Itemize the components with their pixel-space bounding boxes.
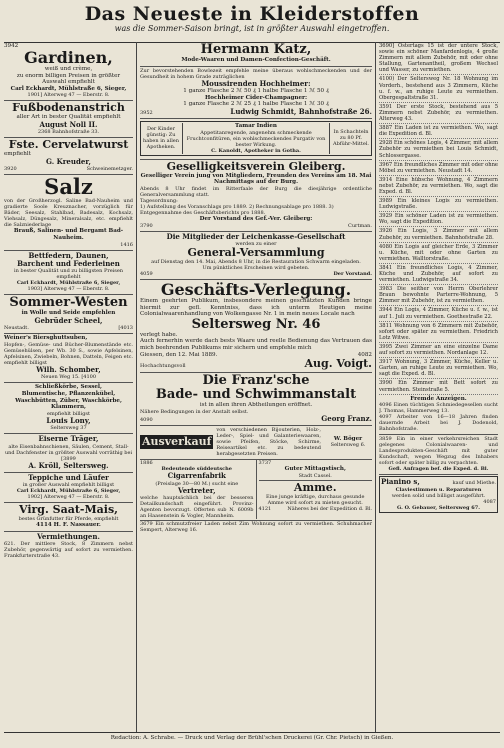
- right-column: [376, 42, 498, 732]
- ad-eiserne-traeger: [4, 434, 133, 473]
- ad-text: alte Eisenbahnschienen, Säulen, Cement, Stall- und Dachfenster in größter Auswahl vorräthig bei [3899: [4, 443, 133, 462]
- ad-agenda-heading: Tagesordnung:: [140, 197, 178, 204]
- ad-place: Giessen, den 12. Mai 1889.: [140, 351, 218, 358]
- ad-laden-wohnung: 3679 Ein schmutzfreier Laden nebst Zim Wohnung sofort zu vermiethen. Schuhmacher Sempert, Alterweg 16.: [140, 520, 372, 533]
- ad-badeanstalt: [140, 373, 372, 426]
- ad-firm: Georg Franz.: [321, 413, 372, 423]
- ad-bettfedern: [4, 251, 133, 296]
- ad-number: 1416: [120, 241, 133, 248]
- ad-title: Weiner's Biersghuttsuben,: [4, 335, 88, 342]
- ad-firm: Carl Eckhardt, Mühlstraße 6, Sieger,: [16, 488, 121, 495]
- ad-title-2: Barchent und Federleinen: [17, 258, 120, 268]
- ad-number: 3737: [258, 460, 272, 467]
- rental-listing: 3990 Ein Zimmer mit Bett sofort zu vermiethen. Steinstraße 5.: [379, 379, 498, 394]
- ad-fussboden: [4, 101, 133, 138]
- ad-firm: W. Böger: [333, 435, 363, 442]
- ad-greeting: Hochachtungsvoll: [140, 363, 186, 370]
- section-vermiethungen: [4, 532, 133, 559]
- ad-role: Vertreter,: [177, 485, 216, 495]
- ad-hermann-katz: [140, 42, 372, 67]
- section-text: 621. Der mittlere Stock, 8 Zimmern nebst Zubehör, gegenwärtig auf sofort zu vermiethen. Frankfurterstraße 43.: [4, 541, 133, 560]
- ad-subtitle: weiß und crème,: [44, 66, 93, 72]
- ad-number: 3790: [140, 222, 153, 229]
- section-text: 4096 Einen tüchtigen Schmiedegesellen sucht J. Thomas, Hammerweg 13.: [379, 402, 498, 415]
- ad-firm: August Noll II.: [39, 119, 98, 129]
- ad-title-2: General-Versammlung: [187, 245, 325, 259]
- ad-title: Eiserne Träger,: [38, 434, 99, 444]
- ad-footer: 1901] Alterweg 47 — Eberstr. 8.: [27, 92, 110, 99]
- ad-heading-1: Moussirenden Hochheimer:: [201, 78, 311, 88]
- ad-cigarrenfabrik: [140, 460, 257, 519]
- ad-text: in großer Auswahl empfiehlt billigst: [22, 482, 115, 489]
- ad-left-note: Der Kinder günstig: Zu haben in allen Apotheken.: [143, 126, 179, 151]
- masthead: [4, 2, 500, 42]
- ad-text: empfiehlt: [4, 151, 31, 158]
- ad-leichenkasse: [140, 232, 372, 280]
- ad-text-2: verlegt habe.: [140, 331, 178, 338]
- ad-text-2: empfiehlt billigst: [47, 410, 90, 417]
- ad-sommer-westen: [4, 295, 133, 334]
- ad-address: Näheres bei der Expedition d. Bl.: [287, 505, 372, 512]
- masthead-subtitle: was die Sommer-Saison bringt, ist in größter Auswahl eingetroffen.: [114, 24, 390, 33]
- ad-number: 1886: [140, 460, 153, 467]
- rental-listing: 3944 Ein Logis, 4 Zimmer, Küche u. f. w., ist auf 1. Juli zu vermiethen. Goethestraße 22.: [379, 306, 498, 321]
- ad-pianinos: [379, 476, 498, 512]
- ad-cervelatwurst: [4, 138, 133, 175]
- ad-text: Appetitanregende, angenehm schmeckende Fruchtconfitüren, ein wohlschmeckendes Purgativ von bester Wirkung.: [186, 129, 326, 148]
- ad-text: aller Art in bester Qualität empfiehlt: [16, 114, 121, 121]
- ad-subtitle: Mode-Waaren und Damen-Confection-Geschäft.: [181, 57, 331, 63]
- ad-schliesskoerbe: [4, 383, 133, 434]
- left-column: [4, 42, 137, 732]
- ad-address: Seltersweg 6.: [330, 442, 366, 449]
- rental-listing: 3929 Ein schöner Laden ist zu vermiethen. Wo, sagt die Expedition.: [379, 212, 498, 227]
- ad-number: 4082: [357, 351, 372, 358]
- ad-weiner: [4, 334, 133, 383]
- ad-title: Bettfedern, Daunen,: [28, 250, 109, 260]
- ad-subtitle: Claviestimmen u. Reparaturen: [395, 486, 482, 493]
- ads-bottom-middle: [140, 460, 372, 521]
- ad-prices-1: 1 ganze Flasche 2 ℳ 50 ₰ 1 halbe Flasche 1 ℳ 50 ₰: [183, 88, 329, 94]
- ad-intro: Zur bevorstehenden Bowlezeit empfehle meine überaus wohlschmeckenden und der Gesundheit in hohem Grade zuträglichen: [140, 67, 372, 80]
- ad-text: kauf und Miethe.: [452, 480, 496, 487]
- newspaper-page: [4, 2, 500, 744]
- ad-heading-2: Hochheimer Cider-Champagner:: [204, 94, 308, 101]
- ad-title-2: Cigarrenfabrik: [167, 471, 226, 481]
- ad-firm: Brauß, Salinen- und Bergamt Bad-Nauheim.: [13, 228, 124, 241]
- ad-title: Sommer-Westen: [9, 295, 128, 311]
- ad-text-2: welche hauptsächlich bei der besseren Detailkundschaft eingeführt. Provinz-Agenten bevorzugt. Offerten sub N. 6009b an Haasenstein & Vogler, Mannheim.: [140, 494, 254, 519]
- rental-listing: 3591 Der erste Stock, bestehend aus 5 Zimmern nebst Zubehör, zu vermiethen. Alterweg 43.: [379, 103, 498, 124]
- rental-listing: 4080 Ein Logis auf gleicher Erde, 3 Zimmer u. Küche, mit oder ohne Garten zu vermiethen. Walltorstraße.: [379, 243, 498, 264]
- masthead-title: Das Neueste in Kleiderstoffen: [84, 3, 420, 25]
- columns: [4, 42, 500, 732]
- ad-title: Geselligkeitsverein Gleiberg.: [166, 159, 346, 173]
- ad-title: Salz: [44, 175, 93, 200]
- ad-right-note: In Schachteln zu 80 Pf. Abführ-Mittel.: [332, 129, 370, 148]
- ad-title: Fste. Cervelatwurst: [8, 138, 129, 152]
- ad-bowle: [140, 67, 372, 120]
- ad-title-2: Bade- und Schwimmanstalt: [155, 387, 357, 403]
- ad-firm: Carl Eckhardt, Mühlstraße 6, Sieger,: [16, 280, 121, 287]
- ad-text: in bester Qualität und zu billigsten Preisen empfiehlt: [13, 268, 124, 281]
- ad-number: 4087: [483, 498, 496, 505]
- ad-text-3: Auch fernerhin werde dach bests Waare und reelle Bedienung das Vertrauen das mich beehrenden Publikums mir sichern und empfehle mich: [140, 338, 372, 351]
- ad-number: 4059: [140, 270, 153, 277]
- ad-text-2: werden solid und billigst ausgeführt.: [391, 492, 486, 499]
- rental-listings: [379, 42, 498, 395]
- ad-signature: Der Vorstand des Gef.-Ver. Gleiberg:: [199, 215, 313, 222]
- rental-listing: 3887 Ein Laden ist zu vermiethen. Wo, sagt die Expedition d. Bl.: [379, 124, 498, 139]
- ad-firm: G. Kreuder,: [46, 156, 91, 166]
- ad-firm: 4114 H. F. Nassauer.: [36, 522, 101, 529]
- section-title: Fremde Anzeigen.: [410, 395, 467, 402]
- rental-listing: 2928 Ein schönes Logis, 4 Zimmer, mit allem Zubehör zu vermiethen bei Louis Schmidt, Schlossergasse.: [379, 139, 498, 160]
- ad-title: Schließkörbe, Sessel,: [34, 384, 103, 391]
- ad-title: Ausverkauf: [142, 435, 212, 449]
- ad-text: Hopfen-, Gemüse- und Bücher-Blumenstände etc. Gemüsehülsen, per Wb. 30 S., sowie Apfelsinen, Apfelsinen, Zwiebeln, Bohnen, Datteln, Feigen etc. empfiehlt billigst: [4, 341, 133, 366]
- ad-text: bestes Grünfutter für Pferde, empfiehlt: [18, 516, 119, 523]
- ad-title: Gardinen,: [24, 48, 113, 67]
- ad-text: Waschbütten, Züber, Waschkörbe, Klammern,: [15, 397, 122, 411]
- ad-title: Die Mitglieder der Leichenkasse-Gesellschaft: [166, 231, 346, 241]
- ad-number: 3952: [140, 109, 153, 116]
- ad-title: Fußbodenanstrich: [12, 101, 125, 115]
- ad-title: Geschäfts-Verlegung.: [160, 279, 352, 299]
- section-title: Vermiethungen.: [37, 531, 100, 541]
- ad-amme: [259, 482, 373, 512]
- ad-column-right: [259, 460, 373, 519]
- ad-number: 3920: [4, 166, 17, 173]
- ad-firm: A. Kröll, Seltersweg.: [28, 460, 109, 470]
- ad-footer: 2368 Bahnhofstraße 33.: [37, 129, 100, 136]
- rental-listing: 3995 Zwei Zimmer an eine einzelne Dame auf sofort zu vermiethen. Nordanlage 12.: [379, 343, 498, 358]
- ad-teppiche: [4, 473, 133, 503]
- ad-ausverkauf: [140, 426, 372, 460]
- ad-title: Guter Mittagstisch,: [284, 466, 346, 473]
- ad-footer: 1902] Alterweg 47 — Eberstr. 8.: [27, 494, 110, 501]
- ad-number: 4090: [140, 416, 153, 423]
- ad-gardinen: [4, 42, 133, 101]
- ad-text: (Preislage 30—80 M.) sucht eine: [155, 480, 239, 487]
- ad-text: Einem geehrten Publikum, insbesondere meinen geschätzten Kunden bringe hiermit zur gefl. Kenntniss, dass ich unterm Heutigen meine Colonialwaarenhandlung von Wolkengasse Nr. 1 in mein neues Locale nach: [140, 297, 372, 318]
- ad-firm: G. O. Gebauer, Seltersweg 67.: [397, 504, 480, 511]
- imprint-footer: Redaction: A. Schrabe. — Druck und Verlag der Brühl'schen Druckerei (Gr. Chr. Pietsch) in Gießen.: [4, 732, 500, 744]
- ad-text: in Wolle und Seide empfehlen: [21, 310, 116, 317]
- rental-listing: 3690] Ostertags 15 ist der untere Stock, sowie ein schöner Manfardenlogis, 4 große Zimmern mit allem Zubehör, mit oder ohne Stallung, Gartenantheil, großem Wechsel und Wasser, zu vermiethen.: [379, 42, 498, 75]
- ad-text: von verschiedenen Bijouterien, Holz-, Leder-, Spiel- und Galanteriewaaren, sowie Pfeifen, Stöcke, Schirme, Reiseartikel etc. zu bedeutend herabgesetzten Preisen.: [216, 427, 321, 458]
- ad-firm: Ludwig Schmidt, Bahnhofstraße 26.: [230, 106, 372, 116]
- rental-listing: 3926 Ein Logis, 3 Zimmer mit allem Zubehör, zu vermiethen. Bahnhofstraße 28.: [379, 227, 498, 242]
- ad-title-2: Blumentische, Pflanzenkübel,: [21, 390, 116, 397]
- ad-colonial-geschaeft: [379, 435, 498, 475]
- ad-number: 3942: [4, 43, 19, 49]
- ad-number: [4013: [118, 325, 133, 332]
- ad-salz: [4, 175, 133, 250]
- ad-text: ist in allen ihren Abtheilungen eröffnet.: [199, 402, 313, 409]
- ad-tamar-indien: [140, 119, 372, 160]
- ad-firm: Louis Lony,: [46, 415, 91, 425]
- ad-saat-mais: [4, 503, 133, 532]
- section-text-2: 4097 Arbeiter von 16—18 Jahren finden dauernde Arbeit bei J. Dodenold, Bahnhofstraße.: [379, 414, 498, 433]
- ad-agenda: 1) Aufstellung des Voranschlags pro 1889. 2) Rechnungsablage pro 1888. 3) Entgegennahme des Geschäftsberichts pro 1888.: [140, 203, 334, 216]
- ad-footer: Seltersweg 37: [50, 425, 87, 432]
- ad-subtitle: Stadt Cassel.: [298, 472, 332, 479]
- ad-text: Eine junge kräftige, durchaus gesunde Amme wird sofort zu mieten gesucht.: [266, 493, 365, 506]
- ad-footer: 1903] Alterweg 47 — Eberstr. 8.: [27, 286, 110, 293]
- ad-text-2: Um pünktliches Erscheinen wird gebeten.: [202, 264, 310, 271]
- ad-title: Hermann Katz,: [200, 42, 312, 57]
- rental-listing: 3989 Ein kleines Logis zu vermiethen. Ludwigstraße.: [379, 197, 498, 212]
- ad-geschaefts-verlegung: [140, 280, 372, 373]
- ad-prices-2: 1 ganze Flasche 2 ℳ 25 ₰ 1 halbe Flasche 1 ℳ 30 ₰: [183, 101, 329, 108]
- ad-firm: Carl Eckhardt, Mühlstraße 6, Sieger,: [10, 85, 127, 92]
- rental-listing: 3917 Wohnung, 3 Zimmer, Küche, Keller u. Garten, an ruhige Leute zu vermiethen. Wo, sagt die Exped. d. Bl.: [379, 358, 498, 379]
- ad-title: Amme.: [293, 480, 337, 494]
- ad-title: Bedeutende süddeutsche: [161, 466, 232, 473]
- ad-mittagstisch: [259, 460, 373, 479]
- ad-text: von der Großherzogl. Saline Bad-Nauheim und gradierte Soole Kreuznacher, vorzüglich für Bäder, Seesalz, Stahlbad, Badesalz, Kochsalz, Viehsalz, Düngesalz, Mineralsalz, etc. empfiehlt die Salzniederlage: [4, 198, 133, 229]
- rental-listing: 3811 Wohnung von 6 Zimmern mit Zubehör, sofort oder später zu vermiethen. Friedrich Lotz Witwe.: [379, 322, 498, 343]
- rental-listing: 3914 Eine hübsche Wohnung, 4 Zimmern nebst Zubehör, zu vermiethen. Wo, sagt die Exped. d. Bl.: [379, 176, 498, 197]
- rental-listing: 3967 Ein freundliches Zimmer mit oder ohne Möbel zu vermiethen. Neustadt 14.: [379, 161, 498, 176]
- ad-address: Seltersweg Nr. 46: [191, 316, 321, 332]
- ad-brand: C. Kanoldt, Apotheker in Gotha.: [211, 147, 301, 154]
- ad-title: Teppiche und Läufer: [28, 472, 109, 482]
- rental-listing: 3983 Die seither von Herrn Oberlehrer Braun bewohnte Parterre-Wohnung, 5 Zimmer mit Zubehör, ist zu vermiethen.: [379, 285, 498, 306]
- rental-listing: 4100) Der Seltersweg Nr. 18 Wohnung im Vorderh., bestehend aus 3 Zimmern, Küche u. f. w., an ruhige Leute zu vermiethen. Obergespaltstraße 31.: [379, 75, 498, 102]
- ad-title: Die Franz'sche: [202, 373, 310, 389]
- ad-number: 4121: [258, 505, 272, 512]
- rental-listing: 3841 Ein freundliches Logis, 4 Zimmer, Küche und Zubehör, auf sofort zu vermiethen. Ludwigstraße 34.: [379, 264, 498, 285]
- ad-title: Pianino s,: [381, 477, 420, 487]
- ad-address: Neustadt.: [4, 325, 29, 332]
- ad-text: auf Dienstag den 14. Mai, Abends 8 Uhr, in die Restauration Schwarm eingeladen.: [151, 258, 361, 265]
- ad-text-2: Nähere Bedingungen in der Anstalt selbst.: [140, 408, 249, 415]
- ad-subtitle: Geselliger Verein jung von Mitgliedern, Freunden des Vereins am 18. Mai Nachmittags auf der Burg.: [140, 172, 372, 186]
- ad-firm: Wilh. Schomber,: [36, 364, 101, 374]
- middle-column: [137, 42, 376, 732]
- ad-text: Abends 8 Uhr findet im Ritterfaale der Burg die diesjährige ordentliche Generalversammlung statt.: [140, 185, 372, 198]
- ad-address: Gefl. Anfragen bef. die Exped. d. Bl.: [388, 466, 489, 473]
- ad-text: zu enorm billigen Preisen in größter Auswahl empfiehlt: [16, 72, 121, 86]
- ad-name: Curtman.: [348, 222, 372, 229]
- ad-footer: Neuen Weg 15. [4100: [40, 374, 97, 381]
- ad-role: Schweinemetzger.: [86, 166, 133, 173]
- ad-signature: Der Vorstand.: [333, 270, 372, 277]
- ad-geselligkeitsverein: [140, 160, 372, 232]
- ad-title: Virg. Saat-Mais,: [18, 503, 119, 517]
- ad-name: Aug. Voigt.: [304, 357, 372, 371]
- ad-firm: Gebrüder Scheel,: [34, 315, 103, 325]
- ad-title: Tamar Indien: [234, 123, 278, 130]
- ad-text: 3859 Ein in einer verkehrsreichen Stadt gelegenes Colonialwaaren- und Landesprodukten-Geschäft mit guter Kundschaft, wegen Wegzug des Inhabers sofort oder später billig zu verpachten.: [379, 436, 498, 467]
- ad-subtitle: werden zu einer: [235, 240, 277, 247]
- section-fremde-anzeigen: [379, 395, 498, 436]
